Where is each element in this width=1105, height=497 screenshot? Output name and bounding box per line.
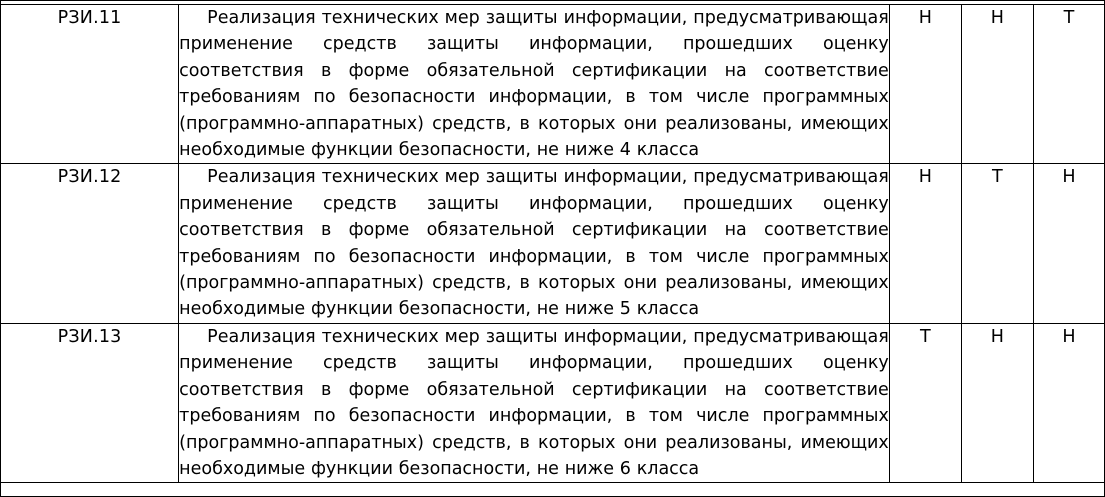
requirement-code: РЗИ.11 bbox=[1, 5, 179, 164]
requirement-mark-1: Н bbox=[889, 164, 961, 323]
requirements-table bbox=[0, 4, 1105, 483]
requirement-text: Реализация технических мер защиты информации, предусматривающая применение средств защиты информации, прошедших оценку соответствия в форме обязательной сертификации на соответствие требованиям по безопасности информации, в том числе программных (программно-аппаратных) средств, в которых они реализованы, имеющих необходимые функции безопасности, не ниже 5 класса bbox=[179, 164, 890, 323]
requirement-code: РЗИ.13 bbox=[1, 323, 179, 482]
requirement-mark-1: Н bbox=[889, 5, 961, 164]
requirement-mark-2: Т bbox=[961, 164, 1033, 323]
requirement-mark-2: Н bbox=[961, 5, 1033, 164]
requirement-code: РЗИ.12 bbox=[1, 164, 179, 323]
requirement-mark-1: Т bbox=[889, 323, 961, 482]
table-row bbox=[1, 5, 1105, 164]
table-bottom-edge bbox=[0, 483, 1105, 497]
requirement-mark-2: Н bbox=[961, 323, 1033, 482]
requirement-mark-3: Н bbox=[1033, 164, 1104, 323]
requirement-mark-3: Т bbox=[1033, 5, 1104, 164]
table-row bbox=[1, 164, 1105, 323]
requirement-text: Реализация технических мер защиты информации, предусматривающая применение средств защиты информации, прошедших оценку соответствия в форме обязательной сертификации на соответствие требованиям по безопасности информации, в том числе программных (программно-аппаратных) средств, в которых они реализованы, имеющих необходимые функции безопасности, не ниже 4 класса bbox=[179, 5, 890, 164]
table-row bbox=[1, 323, 1105, 482]
requirement-text: Реализация технических мер защиты информации, предусматривающая применение средств защиты информации, прошедших оценку соответствия в форме обязательной сертификации на соответствие требованиям по безопасности информации, в том числе программных (программно-аппаратных) средств, в которых они реализованы, имеющих необходимые функции безопасности, не ниже 6 класса bbox=[179, 323, 890, 482]
requirement-mark-3: Н bbox=[1033, 323, 1104, 482]
